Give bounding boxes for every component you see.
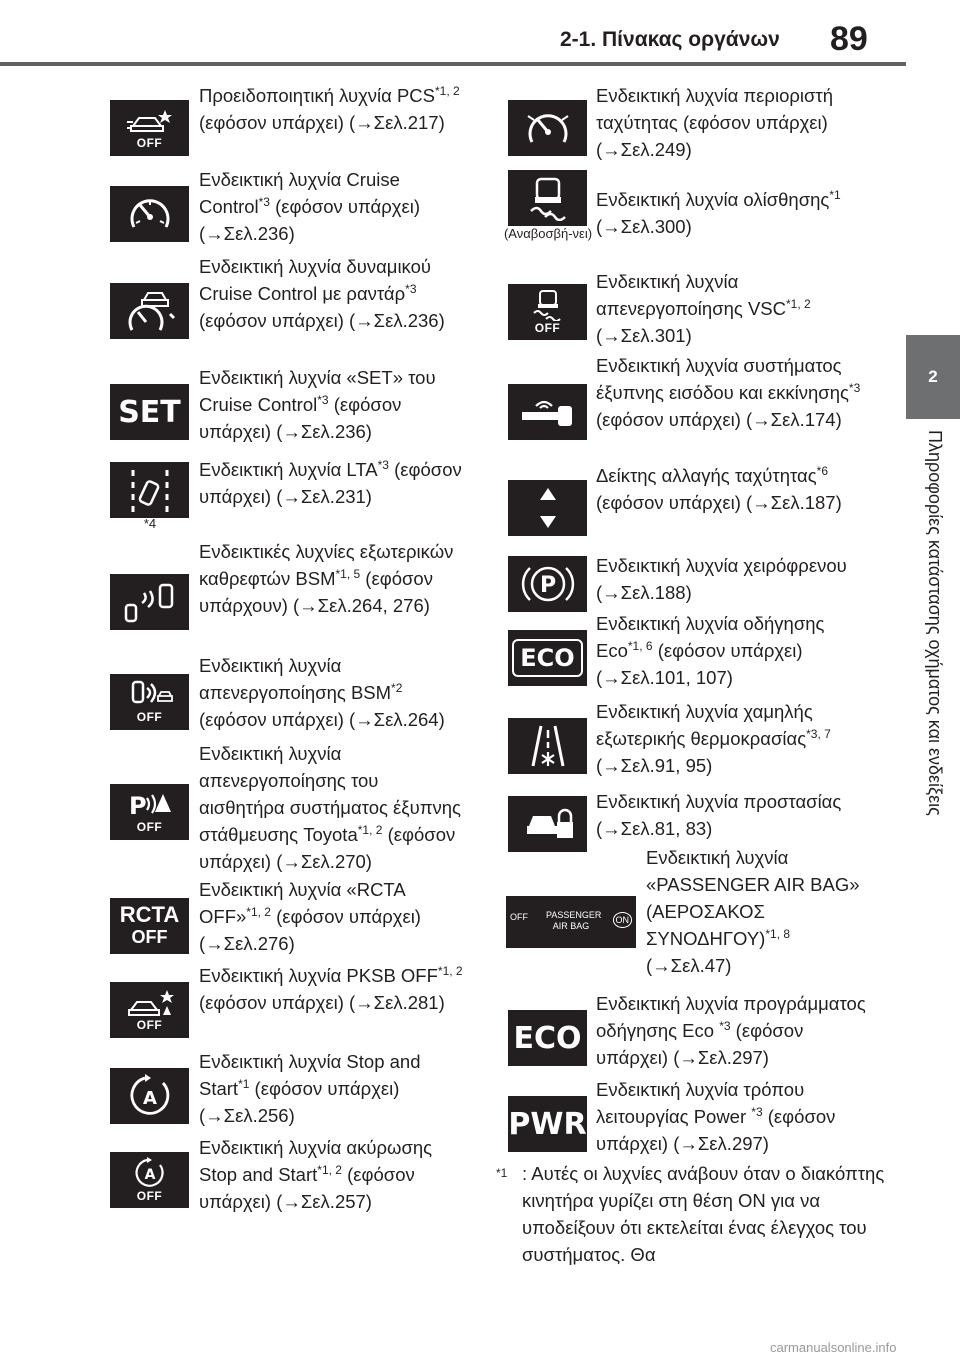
passenger-airbag-text: Ενδεικτική λυχνία «PASSENGER AIR BAG» (ΑΕΡΟΣΑΚΟΣ ΣΥΝΟΔΗΓΟΥ)$^{*1, 8}$ (→Σελ.47) xyxy=(646,847,860,976)
parking-sensor-off-text: Ενδεικτική λυχνία απενεργοποίησης του αισθητήρα συστήματος έξυπνης στάθμευσης Toyota$^{*1, 2}$ (εφόσον υπάρχει) (→Σελ.270) xyxy=(199,743,461,872)
speed-limiter-text: Ενδεικτική λυχνία περιοριστή ταχύτητας (εφόσον υπάρχει) (→Σελ.249) xyxy=(596,85,834,160)
eco-driving-icon: ECO xyxy=(508,630,587,686)
chapter-title: Πληροφορίες κατάστασης οχήματος και ενδείξεις xyxy=(925,430,945,816)
low-temp-icon xyxy=(508,718,587,774)
slip-text: Ενδεικτική λυχνία ολίσθησης$^{*1}$ (→Σελ.300) xyxy=(596,187,841,237)
slip-caption: (Αναβοσβή-νει) xyxy=(503,226,593,241)
bsm-off-icon: OFF xyxy=(110,674,189,730)
vsc-off-icon: OFF xyxy=(508,284,587,340)
page-header xyxy=(0,0,960,66)
parking-sensor-off-icon: P OFF xyxy=(110,784,189,840)
radar-cruise-text: Ενδεικτική λυχνία δυναμικού Cruise Control με ραντάρ$^{*3}$ (εφόσον υπάρχει) (→Σελ.236) xyxy=(199,256,445,331)
watermark: carmanualsonline.info xyxy=(770,1340,897,1355)
stop-start-off-icon: A OFF xyxy=(110,1152,189,1208)
eco-mode-text: Ενδεικτική λυχνία προγράμματος οδήγησης Eco $^{*3}$ (εφόσον υπάρχει) (→Σελ.297) xyxy=(596,993,866,1068)
footnote-label: *1 xyxy=(496,1166,508,1180)
power-mode-icon: PWR xyxy=(508,1096,587,1152)
rcta-off-text: Ενδεικτική λυχνία «RCTA OFF»$^{*1, 2}$ (εφόσον υπάρχει) (→Σελ.276) xyxy=(199,879,421,954)
set-text: Ενδεικτική λυχνία «SET» του Cruise Control$^{*3}$ (εφόσον υπάρχει) (→Σελ.236) xyxy=(199,367,436,442)
stop-start-text: Ενδεικτική λυχνία Stop and Start$^{*1}$ (εφόσον υπάρχει) (→Σελ.256) xyxy=(199,1051,421,1126)
slip-icon xyxy=(508,170,587,226)
svg-text:A: A xyxy=(142,1088,157,1109)
cruise-control-icon xyxy=(110,186,189,242)
radar-cruise-icon xyxy=(110,283,189,339)
header-rule xyxy=(0,62,906,66)
pcs-off-icon: OFF xyxy=(110,100,189,156)
svg-text:P: P xyxy=(539,573,556,598)
rcta-off-icon: RCTA OFF xyxy=(110,898,189,954)
set-icon: SET xyxy=(110,384,189,440)
security-icon xyxy=(508,796,587,852)
pksb-off-icon: OFF xyxy=(110,982,189,1038)
shift-indicator-icon xyxy=(508,480,587,536)
smart-key-text: Ενδεικτική λυχνία συστήματος έξυπνης εισόδου και εκκίνησης$^{*3}$ (εφόσον υπάρχει) (→Σελ.174) xyxy=(596,355,861,430)
bsm-off-text: Ενδεικτική λυχνία απενεργοποίησης BSM$^{*2}$ (εφόσον υπάρχει) (→Σελ.264) xyxy=(199,655,445,730)
lta-caption: *4 xyxy=(143,516,157,531)
smart-key-icon xyxy=(508,384,587,440)
shift-indicator-text: Δείκτης αλλαγής ταχύτητας$^{*6}$ (εφόσον υπάρχει) (→Σελ.187) xyxy=(596,463,842,513)
parking-brake-icon xyxy=(508,556,587,612)
chapter-side-title xyxy=(918,430,948,925)
pcs-text: Προειδοποιητική λυχνία PCS$^{*1, 2}$ (εφόσον υπάρχει) (→Σελ.217) xyxy=(199,83,460,133)
svg-text:A: A xyxy=(144,1167,155,1183)
low-temp-text: Ενδεικτική λυχνία χαμηλής εξωτερικής θερμοκρασίας$^{*3, 7}$ (→Σελ.91, 95) xyxy=(596,701,831,776)
eco-mode-icon: ECO xyxy=(508,1010,587,1066)
section-title: 2-1. Πίνακας οργάνων xyxy=(560,28,780,51)
vsc-off-text: Ενδεικτική λυχνία απενεργοποίησης VSC$^{*1, 2}$ (→Σελ.301) xyxy=(596,271,811,346)
bsm-mirror-text: Ενδεικτικές λυχνίες εξωτερικών καθρεφτών BSM$^{*1, 5}$ (εφόσον υπάρχουν) (→Σελ.264, 276) xyxy=(199,541,454,616)
stop-start-icon xyxy=(110,1068,189,1124)
page-number: 89 xyxy=(830,20,868,58)
passenger-airbag-icon: OFF PASSENGER AIR BAG ON xyxy=(506,896,636,948)
pksb-off-text: Ενδεικτική λυχνία PKSB OFF$^{*1, 2}$ (εφόσον υπάρχει) (→Σελ.281) xyxy=(199,963,463,1013)
lta-text: Ενδεικτική λυχνία LTA$^{*3}$ (εφόσον υπάρχει) (→Σελ.231) xyxy=(199,457,462,507)
speed-limiter-icon xyxy=(508,100,587,156)
cruise-control-text: Ενδεικτική λυχνία Cruise Control$^{*3}$ (εφόσον υπάρχει) (→Σελ.236) xyxy=(199,169,420,244)
footnote-text: : Αυτές οι λυχνίες ανάβουν όταν ο διακόπτης κινητήρα γυρίζει στη θέση ON για να υποδείξουν ότι εκτελείται ένας έλεγχος του συστήματος. Θα xyxy=(522,1163,885,1265)
lta-icon xyxy=(110,462,189,518)
security-text: Ενδεικτική λυχνία προστασίας (→Σελ.81, 83) xyxy=(596,791,842,839)
power-mode-text: Ενδεικτική λυχνία τρόπου λειτουργίας Power $^{*3}$ (εφόσον υπάρχει) (→Σελ.297) xyxy=(596,1079,836,1154)
chapter-tab[interactable]: 2 xyxy=(906,335,960,419)
eco-driving-text: Ενδεικτική λυχνία οδήγησης Eco$^{*1, 6}$ (εφόσον υπάρχει) (→Σελ.101, 107) xyxy=(596,613,825,688)
svg-text:P: P xyxy=(128,792,147,820)
bsm-mirror-icon xyxy=(110,574,189,630)
parking-brake-text: Ενδεικτική λυχνία χειρόφρενου (→Σελ.188) xyxy=(596,555,847,603)
stop-start-off-text: Ενδεικτική λυχνία ακύρωσης Stop and Start$^{*1, 2}$ (εφόσον υπάρχει) (→Σελ.257) xyxy=(199,1137,433,1212)
